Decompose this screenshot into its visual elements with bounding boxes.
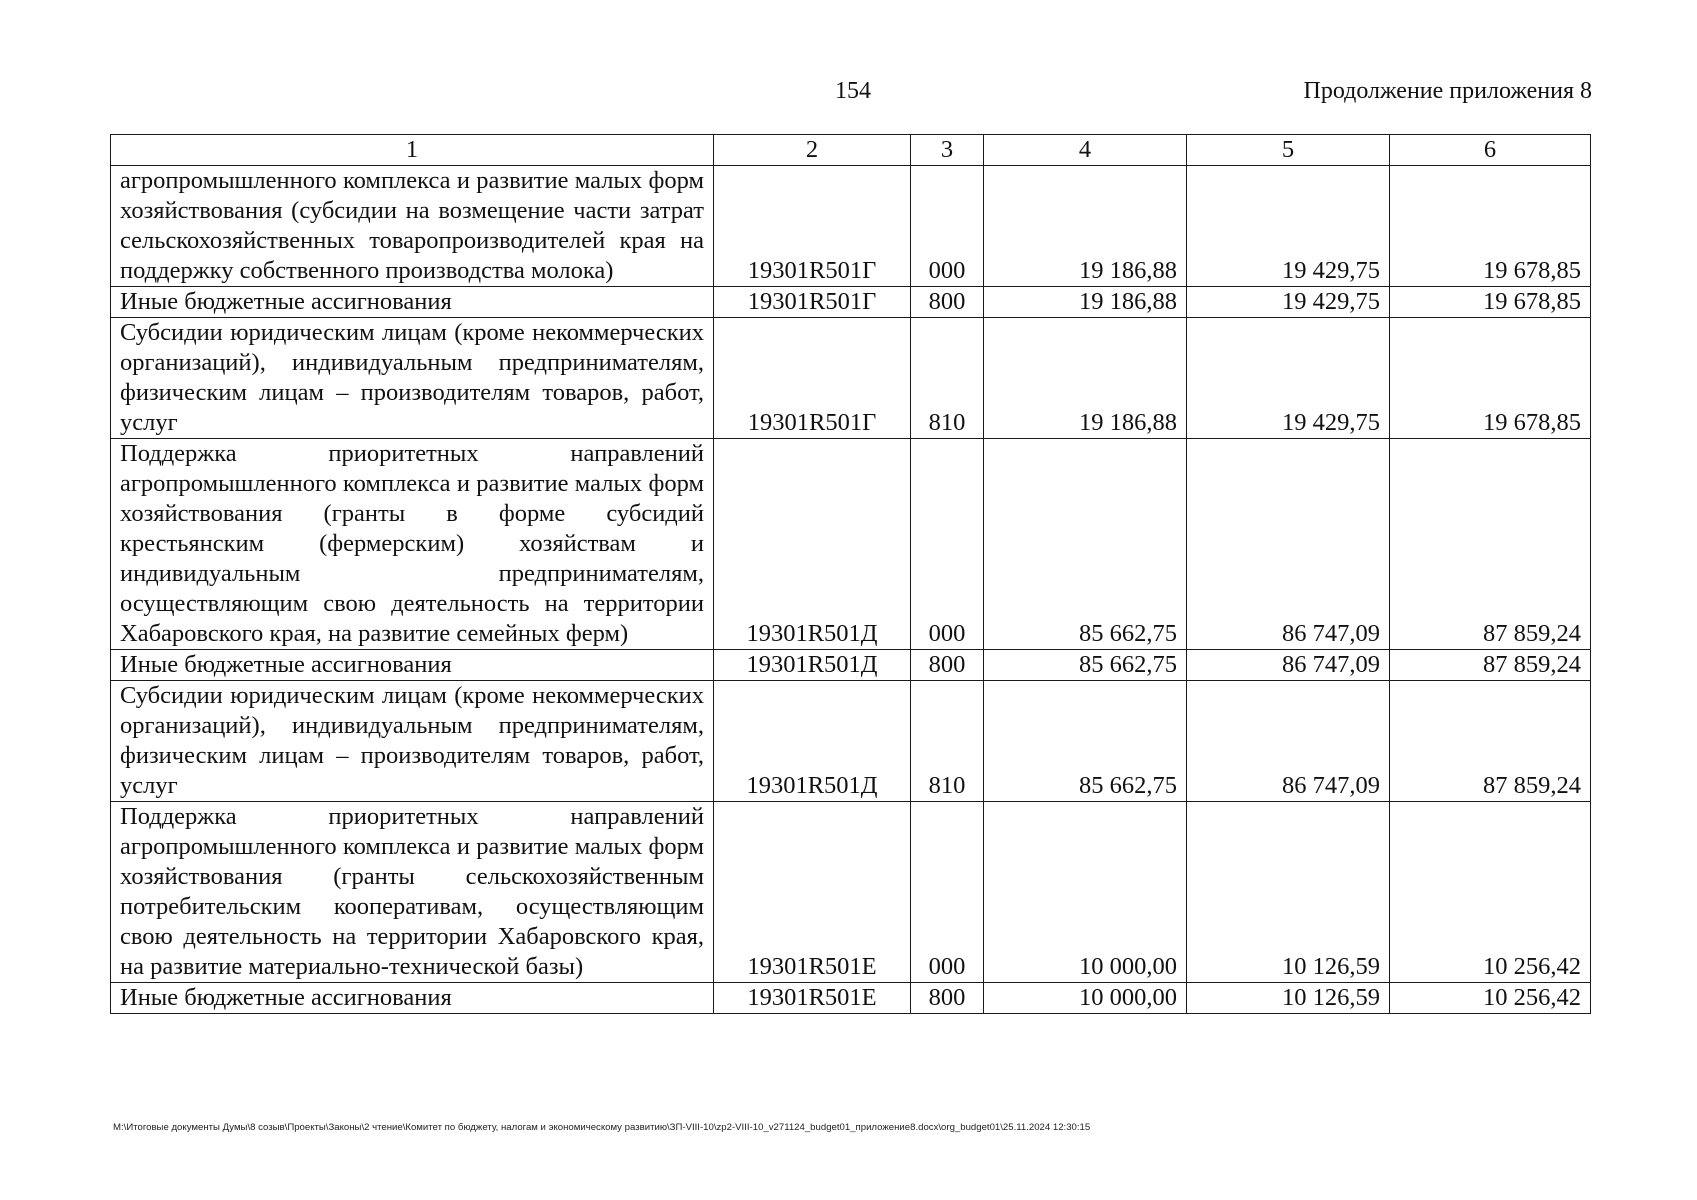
row-target-code: 19301R501Г [714,287,911,318]
row-value-col6: 87 859,24 [1390,650,1591,681]
row-expense-type: 000 [911,166,984,287]
table-row [111,318,1591,439]
table-row [111,983,1591,1014]
row-target-code: 19301R501Д [714,650,911,681]
row-expense-type: 000 [911,439,984,650]
row-description: Субсидии юридическим лицам (кроме некоммерческих организаций), индивидуальным предпринимателям, физическим лицам – производителям товаров, работ, услуг [111,681,714,802]
row-target-code: 19301R501Д [714,439,911,650]
table-row [111,650,1591,681]
row-value-col4: 19 186,88 [984,287,1187,318]
row-value-col4: 85 662,75 [984,439,1187,650]
row-value-col5: 10 126,59 [1187,983,1390,1014]
row-value-col6: 87 859,24 [1390,439,1591,650]
row-value-col6: 19 678,85 [1390,287,1591,318]
row-value-col4: 85 662,75 [984,681,1187,802]
header-row [111,135,1591,166]
row-value-col4: 85 662,75 [984,650,1187,681]
row-value-col5: 19 429,75 [1187,287,1390,318]
row-value-col6: 19 678,85 [1390,318,1591,439]
row-value-col5: 86 747,09 [1187,439,1390,650]
row-description: Иные бюджетные ассигнования [111,287,714,318]
row-value-col4: 10 000,00 [984,802,1187,983]
column-header-4: 4 [984,135,1187,166]
row-description: Субсидии юридическим лицам (кроме некоммерческих организаций), индивидуальным предпринимателям, физическим лицам – производителям товаров, работ, услуг [111,318,714,439]
row-target-code: 19301R501Г [714,318,911,439]
row-description: Поддержка приоритетных направлений агропромышленного комплекса и развитие малых форм хозяйствования (гранты в форме субсидий крестьянским (фермерским) хозяйствам и индивидуальным предпринимателям, осуществляющим свою деятельность на территории Хабаровского края, на развитие семейных ферм) [111,439,714,650]
row-value-col4: 19 186,88 [984,166,1187,287]
column-header-5: 5 [1187,135,1390,166]
row-expense-type: 810 [911,318,984,439]
table-row [111,681,1591,802]
table-row [111,802,1591,983]
row-value-col6: 10 256,42 [1390,983,1591,1014]
column-header-3: 3 [911,135,984,166]
table-row [111,166,1591,287]
row-value-col6: 10 256,42 [1390,802,1591,983]
file-path-footer: M:\Итоговые документы Думы\8 созыв\Проекты\Законы\2 чтение\Комитет по бюджету, налогам и экономическому развитию\ЗП-VIII-10\zp2-VIII-10_v271124_budget01_приложение8.docx\org_budget01\25.11.2024 12:30:15 [113,1122,1091,1133]
row-value-col5: 19 429,75 [1187,166,1390,287]
page-number: 154 [835,78,871,104]
row-target-code: 19301R501Е [714,802,911,983]
table-row [111,287,1591,318]
budget-table [110,134,1591,1014]
row-target-code: 19301R501Г [714,166,911,287]
row-target-code: 19301R501Е [714,983,911,1014]
column-header-1: 1 [111,135,714,166]
row-description: Поддержка приоритетных направлений агропромышленного комплекса и развитие малых форм хозяйствования (гранты сельскохозяйственным потребительским кооперативам, осуществляющим свою деятельность на территории Хабаровского края, на развитие материально-технической базы) [111,802,714,983]
row-value-col5: 19 429,75 [1187,318,1390,439]
row-expense-type: 800 [911,287,984,318]
row-value-col4: 10 000,00 [984,983,1187,1014]
row-expense-type: 800 [911,650,984,681]
column-header-6: 6 [1390,135,1591,166]
row-value-col5: 86 747,09 [1187,650,1390,681]
table-row [111,439,1591,650]
row-value-col5: 10 126,59 [1187,802,1390,983]
row-target-code: 19301R501Д [714,681,911,802]
column-header-2: 2 [714,135,911,166]
row-value-col5: 86 747,09 [1187,681,1390,802]
row-description: агропромышленного комплекса и развитие малых форм хозяйствования (субсидии на возмещение части затрат сельскохозяйственных товаропроизводителей края на поддержку собственного производства молока) [111,166,714,287]
row-expense-type: 800 [911,983,984,1014]
row-expense-type: 810 [911,681,984,802]
row-value-col6: 19 678,85 [1390,166,1591,287]
row-value-col4: 19 186,88 [984,318,1187,439]
continuation-title: Продолжение приложения 8 [1303,78,1592,104]
row-description: Иные бюджетные ассигнования [111,650,714,681]
row-expense-type: 000 [911,802,984,983]
row-value-col6: 87 859,24 [1390,681,1591,802]
row-description: Иные бюджетные ассигнования [111,983,714,1014]
